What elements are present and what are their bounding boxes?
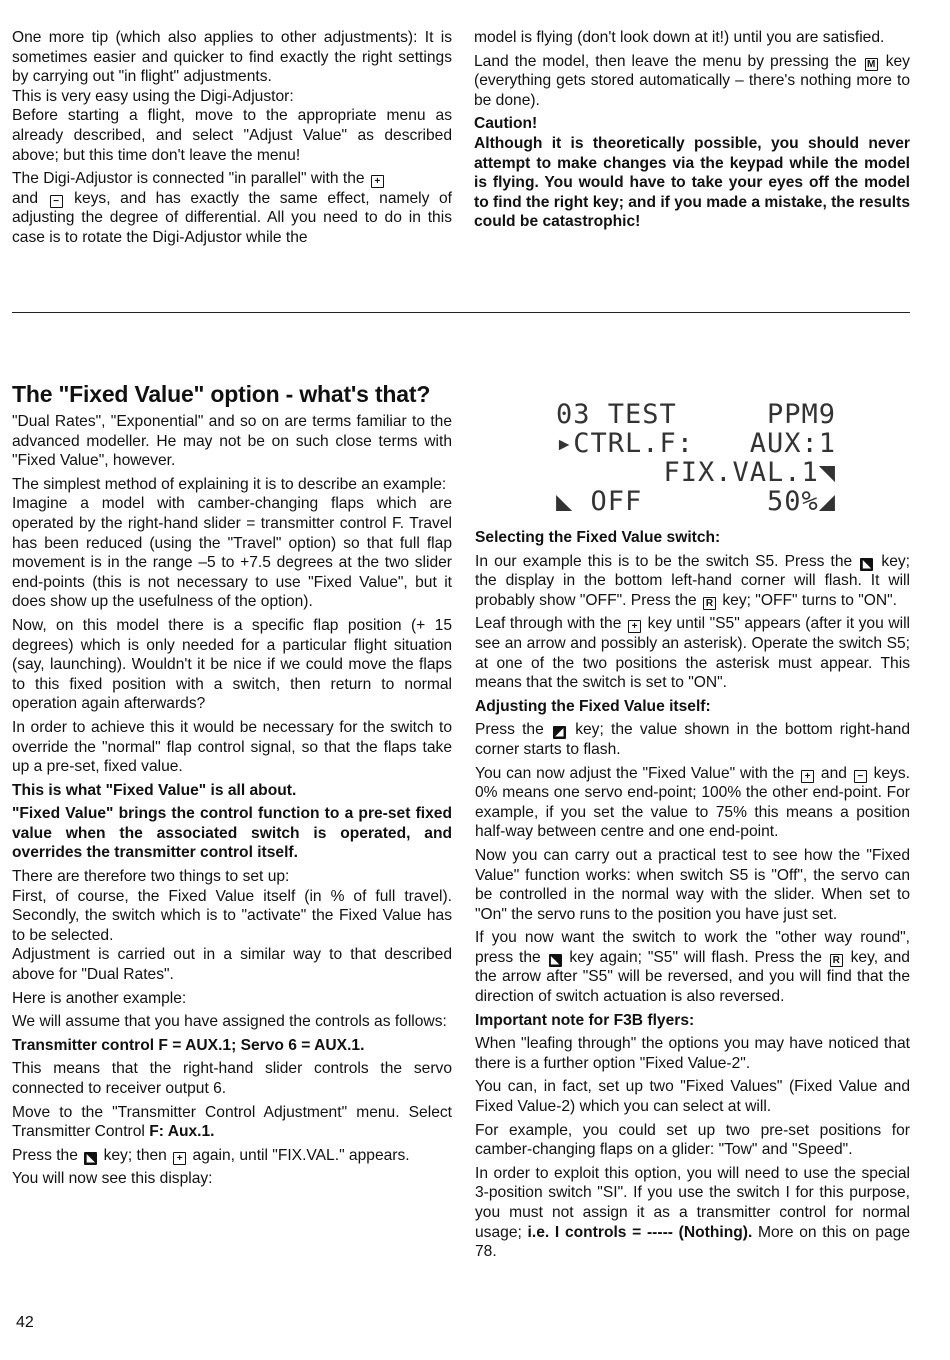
text: key; "OFF" turns to "ON". [722, 591, 898, 609]
select-key-icon: ◣ [549, 954, 562, 967]
text: again, until "FIX.VAL." appears. [192, 1146, 410, 1164]
lcd-control-label: ▸CTRL.F: [556, 428, 695, 459]
paragraph [475, 614, 910, 692]
paragraph [475, 764, 910, 842]
paragraph [475, 928, 910, 1006]
text-bold: F: Aux.1. [149, 1123, 215, 1141]
paragraph: Here is another example: [12, 989, 187, 1007]
text: key; the display in the bottom left-hand corner will flash. It will probably show "OFF". Press the [475, 552, 910, 609]
subheading: Important note for F3B flyers: [475, 1011, 695, 1029]
text: key; the value shown in the bottom right-hand corner starts to flash. [475, 721, 910, 758]
paragraph: "Dual Rates", "Exponential" and so on are terms familiar to the advanced modeller. He may not be on such close terms with "Fixed Value", however. [12, 413, 452, 470]
paragraph: You can, in fact, set up two "Fixed Values" (Fixed Value and Fixed Value-2) which you can select at will. [475, 1078, 910, 1116]
r-key-icon: R [830, 954, 843, 967]
lcd-row-1 [556, 400, 836, 429]
text: If you now want the switch to work the "other way round", press the [475, 929, 910, 966]
paragraph-bold: "Fixed Value" brings the control function to a pre-set fixed value when the associated switch is operated, and overrides the transmitter control itself. [12, 805, 452, 862]
plus-key-icon: + [801, 770, 814, 783]
top-left-column [12, 28, 452, 252]
lcd-row-2 [556, 429, 836, 458]
caution-body: Although it is theoretically possible, you should never attempt to make changes via the keypad while the model is flying. You would have to take your eyes off the model to find the right key; and if you made a mistake, the results could be catastrophic! [474, 134, 910, 231]
right-column [475, 528, 910, 1266]
text-bold: i.e. I controls = ----- (Nothing). [527, 1223, 753, 1241]
paragraph: You will now see this display: [12, 1170, 213, 1188]
paragraph [475, 1164, 910, 1262]
subheading: Selecting the Fixed Value switch: [475, 529, 721, 546]
text: In order to exploit this option, you will need to use the special 3-position switch "SI". If you use the switch I for this purpose, you must not assign it as a transmitter control for normal usage; [475, 1164, 910, 1241]
text: You can now adjust the "Fixed Value" with the [475, 764, 795, 782]
text: Land the model, then leave the menu by pressing the [474, 52, 857, 70]
lcd-fixed-value: 50%◢ [766, 486, 836, 517]
text: Press the [12, 1146, 78, 1164]
paragraph: There are therefore two things to set up: [12, 868, 290, 886]
paragraph: Imagine a model with camber-changing flaps which are operated by the right-hand slider = transmitter control F. Travel has been reduced (using the "Travel" option) so that full flap movement is in the range –5 to +7.5 degrees at the two slider end-points (this is not necessary to use "Fixed Value", but it does show up the usefulness of the option). [12, 495, 452, 611]
text: key, and the arrow after "S5" will be reversed, and you will find that the direction of switch actuation is also reversed. [475, 948, 910, 1006]
minus-key-icon: − [50, 195, 63, 208]
paragraph [12, 1103, 452, 1142]
lcd-row-3 [556, 458, 836, 487]
paragraph: Adjustment is carried out in a similar way to that described above for "Dual Rates". [12, 946, 452, 984]
text: key (everything gets stored automatically – there's nothing more to be done). [474, 52, 910, 109]
paragraph: Now, on this model there is a specific flap position (+ 15 degrees) which is only needed for a particular flight situation (say, launching). Wouldn't it be nice if we could move the flaps to this fixed position with a switch, then return to normal operation again afterwards? [12, 616, 452, 713]
text: More on this on page 78. [475, 1223, 910, 1261]
paragraph [475, 552, 910, 611]
select-key-icon: ◣ [84, 1152, 97, 1165]
caution-title: Caution! [474, 115, 538, 133]
text: Press the [475, 721, 544, 739]
text: The Digi-Adjustor is connected "in parallel" with the [12, 170, 365, 188]
paragraph: This means that the right-hand slider controls the servo connected to receiver output 6. [12, 1060, 452, 1097]
paragraph [12, 169, 452, 247]
lcd-switch-state: ◣ OFF [556, 486, 643, 517]
subheading: Adjusting the Fixed Value itself: [475, 697, 711, 715]
plus-key-icon: + [371, 175, 384, 188]
divider [12, 312, 910, 313]
text: and [820, 764, 847, 782]
paragraph: model is flying (don't look down at it!) until you are satisfied. [474, 29, 885, 46]
minus-key-icon: − [854, 770, 867, 783]
select-key-icon: ◣ [860, 558, 873, 571]
text: key until "S5" appears (after it you will see an arrow and possibly an asterisk). Operate the switch S5; at one of the two positions the asterisk must appear. This means that the switch is set to "ON". [475, 615, 910, 692]
text: and [12, 189, 39, 207]
plus-key-icon: + [173, 1152, 186, 1165]
text: keys, and has exactly the same effect, namely of adjusting the degree of differential. All you need to do in this case is to rotate the Digi-Adjustor while the [12, 189, 452, 246]
paragraph: In order to achieve this it would be necessary for the switch to override the "normal" flap control signal, so that the flaps take up a pre-set, fixed value. [12, 718, 452, 776]
paragraph: The simplest method of explaining it is to describe an example: [12, 475, 447, 493]
text: Move to the "Transmitter Control Adjustment" menu. Select Transmitter Control [12, 1103, 452, 1141]
menu-key-icon: M [865, 58, 878, 71]
text: keys. 0% means one servo end-point; 100% the other end-point. For example, if you set the value to 75% this means a position half-way between centre and one end-point. [475, 764, 910, 841]
left-column [12, 382, 452, 1193]
section-title: The "Fixed Value" option - what's that? [12, 381, 431, 407]
top-right-column [474, 28, 910, 236]
plus-key-icon: + [628, 620, 641, 633]
paragraph: When "leafing through" the options you may have noticed that there is a further option "Fixed Value-2". [475, 1035, 910, 1072]
text: key again; "S5" will flash. Press the [569, 948, 822, 966]
lcd-control-value: AUX:1 [749, 428, 836, 459]
paragraph: This is very easy using the Digi-Adjustor: [12, 87, 294, 105]
lcd-row-4 [556, 487, 836, 516]
paragraph-bold: Transmitter control F = AUX.1; Servo 6 = AUX.1. [12, 1036, 365, 1054]
lcd-modulation: PPM9 [766, 399, 836, 430]
value-key-icon: ◢ [553, 726, 566, 739]
lcd-option: FIX.VAL.1◥ [663, 457, 836, 488]
paragraph [12, 1146, 452, 1166]
text: Leaf through with the [475, 615, 622, 633]
text: key; then [103, 1146, 167, 1164]
page-number: 42 [16, 1314, 34, 1331]
text: In our example this is to be the switch S5. Press the [475, 552, 853, 570]
paragraph [474, 52, 910, 111]
lcd-display [556, 400, 836, 518]
paragraph: One more tip (which also applies to other adjustments): It is sometimes easier and quicker to find exactly the right settings by carrying out "in flight" adjustments. [12, 29, 452, 86]
paragraph-bold: This is what "Fixed Value" is all about. [12, 781, 297, 799]
paragraph [475, 720, 910, 759]
paragraph: Now you can carry out a practical test to see how the "Fixed Value" function works: when switch S5 is "Off", the servo can be controlled in the normal way with the slider. When set to "On" the servo runs to the position you have just set. [475, 846, 910, 923]
lcd-model-name: 03 TEST [556, 399, 677, 430]
paragraph: For example, you could set up two pre-set positions for camber-changing flaps on a glider: "Tow" and "Speed". [475, 1121, 910, 1159]
paragraph: Before starting a flight, move to the appropriate menu as already described, and select "Adjust Value" as described above; but this time don't leave the menu! [12, 107, 452, 164]
paragraph: We will assume that you have assigned the controls as follows: [12, 1013, 447, 1031]
paragraph: First, of course, the Fixed Value itself (in % of full travel). Secondly, the switch which is to "activate" the Fixed Value has to be selected. [12, 887, 452, 944]
r-key-icon: R [703, 597, 716, 610]
